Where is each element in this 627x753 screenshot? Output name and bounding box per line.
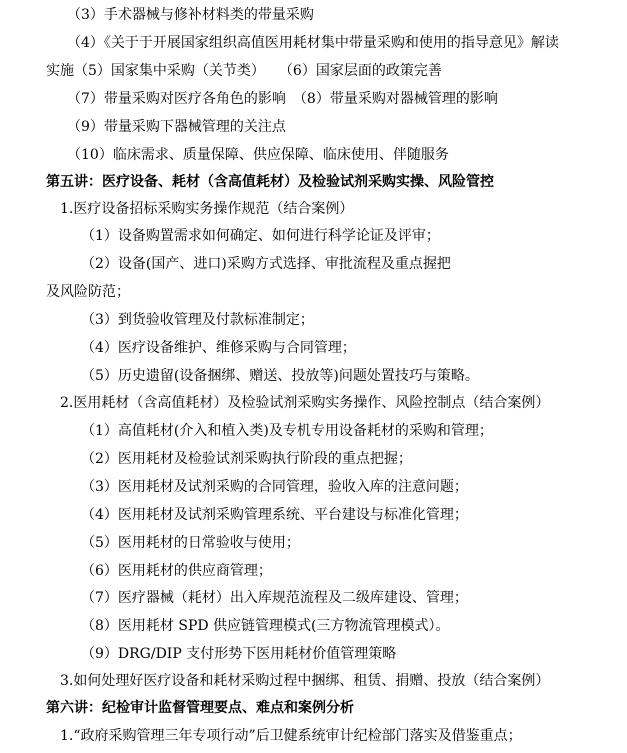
text-line: （5）医用耗材的日常验收与使用； [81,535,300,551]
text-line: （5）历史遗留(设备捆绑、赠送、投放等)问题处置技巧与策略。 [81,368,479,384]
text-line: （2）医用耗材及检验试剂采购执行阶段的重点把握； [81,451,412,467]
text-line: （3）医用耗材及试剂采购的合同管理，验收入库的注意问题； [81,479,468,495]
text-line: （6）医用耗材的供应商管理； [81,563,272,579]
text-line: 实施（5）国家集中采购（关节类） （6）国家层面的政策完善 [46,63,442,79]
text-line: （7）带量采购对医疗各角色的影响 （8）带量采购对器械管理的影响 [67,91,498,107]
text-line: 1.“政府采购管理三年专项行动”后卫健系统审计纪检部门落实及借鉴重点； [60,728,522,744]
text-line: 及风险防范； [46,284,130,300]
text-line: （10）临床需求、质量保障、供应保障、临床使用、伴随服务 [67,147,449,163]
text-line: （8）医用耗材 SPD 供应链管理模式(三方物流管理模式）。 [81,618,450,634]
text-line: （7）医疗器械（耗材）出入库规范流程及二级库建设、管理； [81,590,468,606]
text-line: 2.医用耗材（含高值耗材）及检验试剂采购实务操作、风险控制点（结合案例） [60,395,550,411]
text-line: （3）到货验收管理及付款标准制定； [81,312,314,328]
text-line: （4）医用耗材及试剂采购管理系统、平台建设与标准化管理； [81,507,468,523]
text-line: （2）设备(国产、进口)采购方式选择、审批流程及重点握把 [81,256,451,272]
text-line: （1）高值耗材(介入和植入类)及专机专用设备耗材的采购和管理； [81,423,493,439]
text-line: （9）带量采购下器械管理的关注点 [67,119,286,135]
section-heading: 第五讲：医疗设备、耗材（含高值耗材）及检验试剂采购实操、风险管控 [46,174,494,190]
text-line: （9）DRG/DIP 支付形势下医用耗材价值管理策略 [81,646,397,662]
text-line: 3.如何处理好医疗设备和耗材采购过程中捆绑、租赁、捐赠、投放（结合案例） [60,673,550,689]
text-line: 1.医疗设备招标采购实务操作规范（结合案例） [60,201,354,217]
text-line: （1）设备购置需求如何确定、如何进行科学论证及评审； [81,228,440,244]
section-heading: 第六讲：纪检审计监督管理要点、难点和案例分析 [46,700,354,716]
text-line: （4）医疗设备维护、维修采购与合同管理； [81,340,356,356]
text-line: （3）手术器械与修补材料类的带量采购 [67,7,314,23]
text-line: （4）《关于于开展国家组织高值医用耗材集中带量采购和使用的指导意见》解读 [67,35,559,51]
